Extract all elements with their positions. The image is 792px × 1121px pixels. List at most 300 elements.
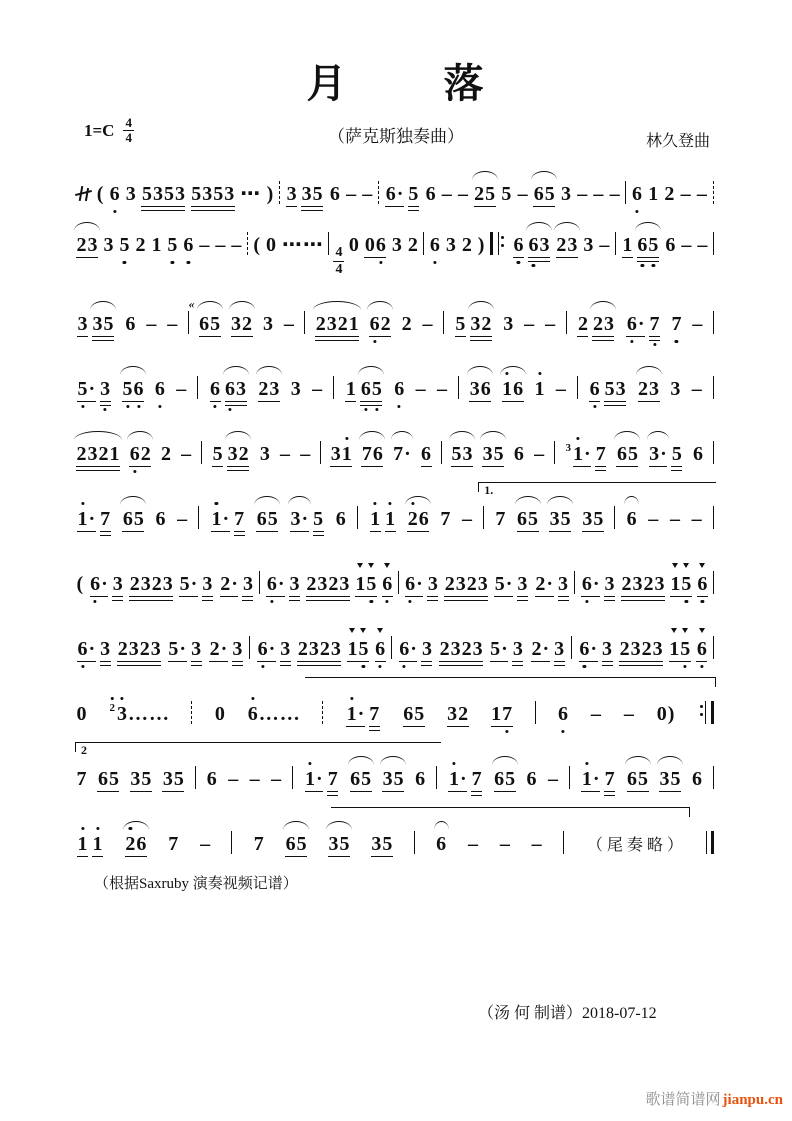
note-char: 3 [87,443,98,465]
note-char: 2 [160,443,171,465]
note-group [284,183,325,207]
note-token [444,234,457,256]
note-char: 1 [77,508,88,530]
staccato-mark [360,628,366,633]
note-token [384,183,405,207]
note-char: 3 [583,234,594,257]
note-token [95,183,105,205]
note-token [584,835,686,857]
slur-arc [554,222,580,231]
note-token [255,508,279,532]
octave-dot-below [378,665,381,668]
note-text [96,183,104,205]
note-token [75,573,85,595]
note-text [211,508,230,532]
note-token [241,573,254,597]
note-char: 3 [558,573,568,595]
note-token [476,234,486,256]
note-char: 6 [206,768,217,790]
note-token [166,234,179,256]
note-token [664,234,677,256]
note-char: – [669,508,680,530]
note-text [517,573,528,597]
note-text [297,638,341,662]
note-char: 5 [451,443,462,465]
note-token [252,833,265,855]
note-text [499,833,510,855]
note-char: 5 [455,313,466,335]
note-text [408,183,419,207]
note-text [581,768,600,792]
note-text [262,313,273,335]
note-token [594,443,607,467]
note-char: 2 [328,573,339,595]
note-token [470,768,483,792]
note-token [99,508,112,532]
music-line-row [75,152,715,217]
note-token [516,508,540,532]
note-char: 6 [385,183,396,205]
note-char: 5 [312,183,323,205]
grace-note [109,702,116,714]
note-text [602,638,613,662]
note-char: 3 [512,638,523,660]
note-char: 2 [638,378,649,400]
note-text [517,508,539,532]
music-line [75,697,715,727]
note-char: 3 [174,183,185,205]
note-text [670,378,681,400]
note-text [503,313,514,335]
note-char: 3 [140,573,151,595]
key-label: 1=C [84,120,115,140]
note-char: 5 [267,508,278,530]
note-token [145,313,158,335]
note-token [669,378,682,400]
note-char: 2 [76,443,87,465]
note-char: 3 [125,183,136,205]
note-char: 3 [470,313,481,335]
note-char: 6 [637,234,648,256]
note-text [280,443,291,465]
note-token [140,183,186,207]
note-text [604,378,626,402]
note-token [159,443,172,465]
note-token [548,508,572,532]
note-token [257,378,281,402]
note-token [440,183,453,205]
note-token [648,313,661,337]
note-text [227,443,249,467]
note-char: 3 [427,573,438,595]
note-text [656,703,675,725]
note-char: – [437,378,448,400]
note-char: 6 [581,573,592,595]
staccato-mark [368,563,374,568]
note-char: 3 [670,378,681,400]
octave-dot-below [379,261,382,264]
note-char: 3 [112,573,123,595]
note-char: 2 [481,313,492,335]
note-text [202,573,213,597]
note-char: 5 [77,378,88,400]
note-char: 3 [328,833,339,855]
note-char: · [222,508,230,530]
note-text [191,183,235,207]
time-signature-bottom: 4 [125,130,132,146]
note-char: 6 [133,378,144,400]
note-token [544,313,557,335]
note-group [75,638,113,662]
note-text [394,378,405,400]
slur-arc [367,301,393,310]
octave-dot-above [350,697,353,700]
note-token [89,573,110,597]
note-token [490,703,514,727]
note-text [513,443,524,465]
note-text [346,703,365,727]
note-char: – [467,833,478,855]
note-text [76,703,87,725]
note-token [329,443,353,467]
note-token [248,768,261,790]
note-token [256,638,277,662]
note-char: 1 [92,833,103,855]
note-token [381,573,394,597]
note-char: 0 [364,234,375,257]
note-text [554,638,565,662]
note-char: 3 [224,183,235,205]
note-token [468,378,492,402]
note-char: · [190,573,198,595]
note-token [648,443,669,467]
phrase-line [305,677,716,687]
note-token [150,234,163,256]
phrase-line [331,807,690,817]
note-token [75,443,121,467]
note-text [385,508,396,532]
note-text [664,183,675,205]
note-char: 7 [471,768,482,790]
note-group [209,508,247,532]
note-text [626,508,637,530]
note-char: 5 [210,313,221,335]
note-text [451,443,473,467]
note-text [439,638,483,662]
note-char: （ [586,837,603,854]
note-text [77,508,96,532]
note-token [626,768,650,792]
note-token [435,833,448,855]
note-char: 3 [317,573,328,595]
note-text [290,378,301,400]
barline [706,831,714,854]
note-text [445,234,456,256]
note-token [258,443,271,465]
note-token [311,378,324,400]
note-text [534,378,545,400]
note-token [360,443,384,467]
barline [713,376,714,399]
note-token [691,313,704,335]
note-text [440,508,451,530]
note-text [315,313,359,337]
note-char: 6 [616,443,627,465]
note-char: 5 [501,183,512,205]
note-token [625,313,646,337]
note-token [670,443,683,467]
note-char: · [590,638,598,660]
note-char: 2 [407,508,418,530]
note-char: 6 [285,833,296,855]
octave-dot-below [583,665,586,668]
note-text [593,183,604,205]
note-group [255,638,293,662]
note-token [398,638,419,662]
page-title [0,52,792,109]
note-char: 2 [135,234,146,257]
note-token [116,638,162,662]
note-text [160,443,171,465]
note-token [446,703,470,727]
note-char: – [415,378,426,400]
note-token [289,378,302,400]
note-token [414,768,427,790]
note-token [578,638,599,662]
note-text [573,443,592,467]
note-char: – [181,443,192,465]
note-token [166,313,179,335]
note-text [122,378,144,402]
note-token [393,378,406,400]
note-group [343,378,384,402]
note-token [359,378,383,402]
note-char: 6 [97,768,108,790]
note-text [471,768,482,792]
staccato-mark [377,628,383,633]
note-text [477,234,485,256]
note-text [300,443,311,465]
note-char: 2 [643,573,654,595]
note-char: – [531,833,542,855]
note-text [604,768,615,792]
note-char: 3 [472,638,483,660]
note-text [632,183,643,205]
note-char: 3 [560,183,571,205]
note-char: 6 [369,313,380,335]
note-char: ⋯ [302,234,323,257]
note-char: 2 [466,573,477,595]
note-token [564,443,592,467]
volta-bracket [478,482,716,497]
note-char: – [590,703,601,725]
note-token [370,833,394,857]
note-token [679,183,692,205]
note-token [190,638,203,662]
note-token [121,378,145,402]
note-text [549,508,571,532]
note-char: 2 [98,443,109,465]
note-text [405,573,424,597]
note-text [76,768,87,790]
barline [247,232,248,255]
note-text [125,833,147,857]
note-text [200,833,211,855]
slur-arc [480,431,506,440]
slur-arc [391,431,414,440]
slur-arc [531,171,557,180]
note-char: – [199,234,210,257]
note-text [691,378,702,400]
octave-dot-below [685,600,688,603]
note-token [381,768,405,792]
note-char: 7 [327,768,338,790]
note-char: 5 [366,573,377,595]
note-text [502,378,524,402]
note-char: 6 [557,703,568,725]
note-text [401,313,412,335]
note-token [439,508,452,530]
note-char: – [231,234,242,257]
note-text [125,183,136,205]
note-char: 6 [415,768,426,790]
note-token [296,638,342,662]
barline [443,311,444,334]
note-char: 2 [319,638,330,660]
slur-arc [348,756,374,765]
note-text [696,183,707,205]
note-token [118,234,131,256]
barline [201,441,202,464]
note-char: 0 [656,703,667,725]
note-char: 6 [528,234,539,256]
note-group [383,183,421,207]
note-text [191,638,202,662]
note-text [457,183,468,205]
barline [705,701,714,724]
note-char: 5 [103,313,114,335]
note-group [575,313,616,337]
note-token [208,638,229,662]
note-char: 1 [345,378,356,400]
note-text [692,313,703,335]
note-text [330,443,352,467]
slur-arc [223,366,249,375]
note-char: · [592,768,600,790]
note-char: 6 [247,703,258,725]
note-text [579,638,598,662]
note-char: 3 [602,638,613,660]
note-text [437,378,448,400]
note-text [415,768,426,790]
note-text [421,638,432,662]
note-token [279,443,292,465]
note-text [467,833,478,855]
note-token [603,768,616,792]
note-text [659,768,681,792]
note-char: 2 [439,638,450,660]
note-group [403,573,441,597]
note-token [91,313,115,337]
note-char: 3 [100,378,111,400]
note-token [668,638,692,662]
music-line [75,632,715,662]
note-text [347,638,369,662]
note-char: 7 [502,703,513,725]
octave-dot-above [345,437,348,440]
note-token [592,183,605,205]
note-char: 6 [257,638,268,660]
slur-arc [636,366,662,375]
note-text [215,234,226,256]
note-char: 5 [361,768,372,790]
note-char: 2 [641,638,652,660]
barline [458,376,459,399]
note-text [696,638,707,662]
slur-arc [625,756,651,765]
staccato-mark [384,563,390,568]
barline [320,441,321,464]
note-text [455,313,466,337]
note-text [693,443,704,465]
note-token [154,508,167,530]
note-char: 5 [122,378,133,400]
time-signature-top: 4 [125,115,132,130]
note-group [210,443,251,467]
note-char: – [362,183,373,205]
note-text [92,833,103,857]
slur-arc [647,431,670,440]
note-token [368,313,392,337]
subtitle: （萨克斯独奏曲） [328,127,464,146]
note-token [75,234,99,258]
note-char: 3 [162,768,173,790]
note-text [590,703,601,725]
barline [191,701,192,724]
note-char: – [462,508,473,530]
note-token [582,234,595,256]
note-char: 3 [290,378,301,400]
note-char: – [680,183,691,205]
note-char: 5 [179,573,190,595]
note-token [533,378,546,400]
note-char: – [548,768,558,790]
note-char: 3 [517,573,528,595]
note-text [609,183,620,205]
barline [713,506,714,529]
octave-dot-below [701,600,704,603]
note-token [346,638,370,662]
note-char: 2 [151,573,162,595]
note-text [210,378,221,402]
barline [615,232,616,255]
note-char: ( [76,573,84,595]
note-text [305,768,324,792]
octave-dot-below [187,261,190,264]
note-text [100,638,111,662]
note-text [77,313,88,337]
note-char: 5 [490,638,501,660]
note-char: 5 [681,573,692,595]
note-token [76,313,89,337]
slur-arc [449,431,475,440]
note-token [134,234,147,256]
slur-arc [256,366,282,375]
note-text [403,703,425,727]
note-token [406,234,419,256]
note-char: 6 [697,573,708,595]
note-token [625,508,638,530]
